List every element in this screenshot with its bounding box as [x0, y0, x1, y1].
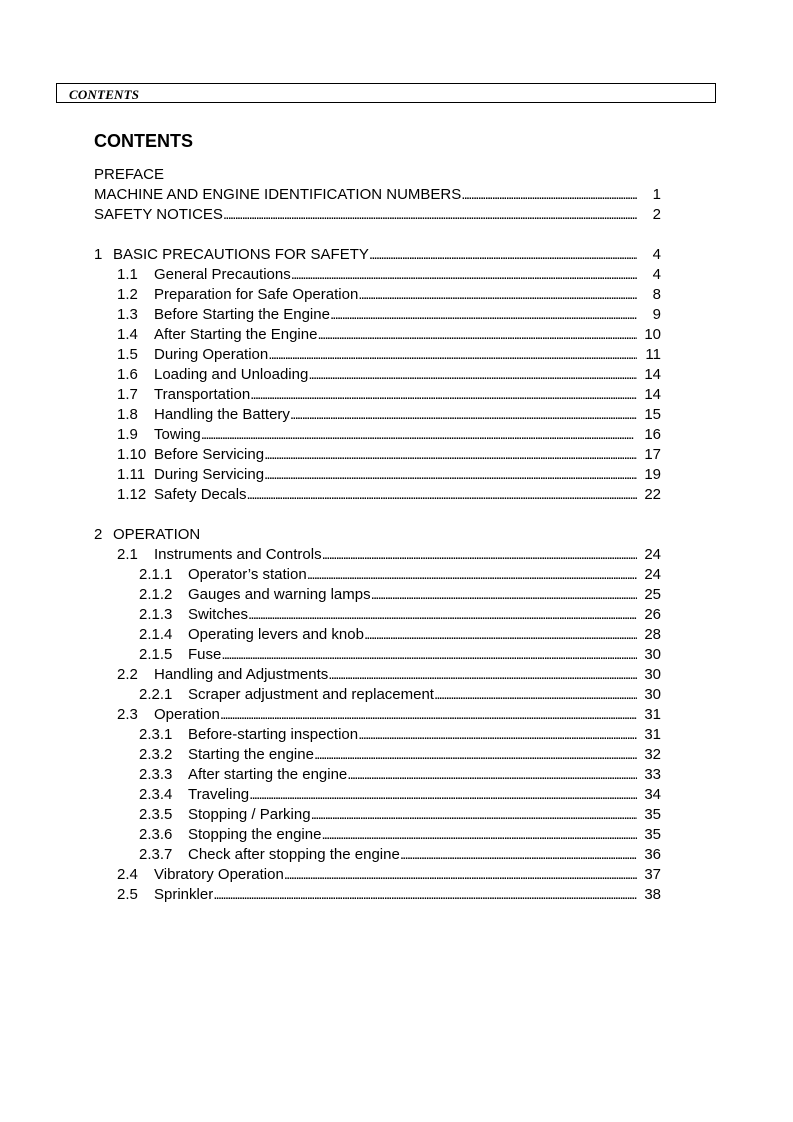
toc-entry-page: 8	[652, 286, 661, 303]
toc-dot-leader	[347, 765, 637, 785]
toc-entry-number: 2.3	[117, 706, 138, 723]
toc-dot-leader	[308, 365, 637, 385]
toc-entry-number: 1	[94, 246, 103, 263]
toc-entry-number: 1.6	[117, 366, 138, 383]
toc-dot-leader	[358, 285, 637, 305]
toc-entry[interactable]	[139, 745, 661, 765]
toc-entry-page: 30	[644, 646, 661, 663]
toc-dot-leader	[223, 205, 637, 225]
toc-entry-title: BASIC PRECAUTIONS FOR SAFETY	[113, 246, 369, 263]
toc-entry[interactable]	[139, 685, 661, 705]
toc-entry[interactable]	[139, 785, 661, 805]
toc-entry-title: Switches	[188, 606, 249, 623]
toc-entry-page: 38	[644, 886, 661, 903]
toc-entry-page: 9	[652, 306, 661, 323]
toc-entry[interactable]	[139, 765, 661, 785]
toc-entry-number: 1.9	[117, 426, 138, 443]
toc-entry-number: 2.1.5	[139, 646, 173, 663]
toc-entry-title: Safety Decals	[154, 486, 247, 503]
toc-entry-page: 32	[644, 746, 661, 763]
toc-entry-number: 2.3.3	[139, 766, 173, 783]
toc-entry-page: 25	[644, 586, 661, 603]
toc-entry[interactable]	[139, 725, 661, 745]
toc-entry-number: 2.3.4	[139, 786, 173, 803]
toc-entry[interactable]	[117, 345, 661, 365]
toc-entry-page: 11	[645, 346, 661, 363]
toc-entry-page: 30	[644, 686, 661, 703]
toc-dot-leader	[369, 245, 637, 265]
toc-entry-title: Fuse	[188, 646, 222, 663]
toc-entry-title: Check after stopping the engine	[188, 846, 400, 863]
toc-entry-title: After Starting the Engine	[154, 326, 318, 343]
toc-dot-leader	[291, 265, 637, 285]
toc-dot-leader	[201, 425, 637, 445]
toc-entry[interactable]	[117, 485, 661, 505]
toc-entry-page: 1	[652, 186, 661, 203]
toc-entry-title: During Operation	[154, 346, 269, 363]
toc-entry-page: 31	[644, 726, 661, 743]
toc-entry[interactable]	[117, 865, 661, 885]
toc-dot-leader	[434, 685, 637, 705]
toc-entry-title: Operating levers and knob	[188, 626, 364, 643]
toc-entry[interactable]	[117, 285, 661, 305]
toc-dot-leader	[290, 405, 637, 425]
toc-dot-leader	[213, 885, 637, 905]
toc-entry-page: 22	[644, 486, 661, 503]
toc-dot-leader	[250, 385, 637, 405]
toc-entry-number: 2.1	[117, 546, 138, 563]
toc-entry-number: 2.1.3	[139, 606, 173, 623]
toc-entry-number: 2.2.1	[139, 686, 173, 703]
toc-entry-title: Transportation	[154, 386, 251, 403]
toc-entry-page: 37	[644, 866, 661, 883]
toc-dot-leader	[248, 605, 637, 625]
toc-entry-title: OPERATION	[113, 526, 201, 543]
toc-entry-page: 28	[644, 626, 661, 643]
toc-entry-page: 34	[644, 786, 661, 803]
toc-entry-number: 2.4	[117, 866, 138, 883]
page-title: CONTENTS	[94, 131, 193, 151]
toc-entry-title: After starting the engine	[188, 766, 348, 783]
toc-entry[interactable]	[94, 165, 661, 185]
toc-entry-title: Scraper adjustment and replacement	[188, 686, 434, 703]
toc-entry-number: 2.1.1	[139, 566, 173, 583]
toc-entry-page: 24	[644, 566, 661, 583]
toc-dot-leader	[307, 565, 637, 585]
toc-entry-page: 10	[644, 326, 661, 343]
toc-entry[interactable]	[117, 445, 661, 465]
toc-entry-number: 2	[94, 526, 103, 543]
toc-entry[interactable]	[139, 565, 661, 585]
toc-entry-page: 35	[644, 806, 661, 823]
toc-dot-leader	[268, 345, 637, 365]
toc-entry-page: 2	[652, 206, 661, 223]
toc-entry[interactable]	[117, 885, 661, 905]
toc-entry[interactable]	[94, 185, 661, 205]
toc-entry-title: Starting the engine	[188, 746, 314, 763]
toc-dot-leader	[264, 445, 637, 465]
toc-entry-page: 17	[644, 446, 661, 463]
toc-entry[interactable]	[139, 585, 661, 605]
toc-entry[interactable]	[117, 465, 661, 485]
toc-entry-title: Instruments and Controls	[154, 546, 322, 563]
toc-entry-number: 1.1	[117, 266, 138, 283]
toc-entry-title: Stopping / Parking	[188, 806, 311, 823]
toc-entry-number: 1.2	[117, 286, 138, 303]
toc-entry[interactable]	[139, 625, 661, 645]
toc-entry-page: 30	[644, 666, 661, 683]
toc-entry[interactable]	[94, 205, 661, 225]
toc-entry-number: 2.1.4	[139, 626, 173, 643]
toc-entry[interactable]	[117, 705, 661, 725]
toc-entry-number: 1.4	[117, 326, 138, 343]
toc-dot-leader	[311, 805, 637, 825]
toc-entry-title: Traveling	[188, 786, 250, 803]
toc-entry-title: Stopping the engine	[188, 826, 322, 843]
toc-entry[interactable]	[117, 385, 661, 405]
toc-entry[interactable]	[139, 805, 661, 825]
toc-entry-page: 36	[644, 846, 661, 863]
toc-entry-title: Preparation for Safe Operation	[154, 286, 359, 303]
toc-dot-leader	[247, 485, 637, 505]
toc-entry-number: 1.10	[117, 446, 147, 463]
toc-dot-leader	[461, 185, 637, 205]
toc-entry[interactable]	[139, 825, 661, 845]
toc-dot-leader	[314, 745, 637, 765]
toc-entry-page: 19	[644, 466, 661, 483]
toc-entry-title: Gauges and warning lamps	[188, 586, 371, 603]
toc-entry-title: During Servicing	[154, 466, 265, 483]
toc-dot-leader	[220, 705, 637, 725]
toc-entry[interactable]	[117, 365, 661, 385]
toc-entry[interactable]	[139, 605, 661, 625]
toc-entry-title: SAFETY NOTICES	[94, 206, 223, 223]
toc-dot-leader	[321, 825, 637, 845]
toc-entry-number: 2.1.2	[139, 586, 173, 603]
toc-entry[interactable]	[117, 545, 661, 565]
toc-entry-number: 2.3.2	[139, 746, 173, 763]
toc-dot-leader	[328, 665, 637, 685]
toc-entry-number: 2.3.7	[139, 846, 173, 863]
toc-entry-number: 1.7	[117, 386, 138, 403]
toc-entry-page: 16	[644, 426, 661, 443]
toc-entry-title: Towing	[154, 426, 201, 443]
toc-entry-number: 1.8	[117, 406, 138, 423]
toc-entry[interactable]	[117, 405, 661, 425]
toc-dot-leader	[364, 625, 637, 645]
toc-entry-number: 2.3.5	[139, 806, 173, 823]
toc-entry-page: 24	[644, 546, 661, 563]
toc-entry-page: 26	[644, 606, 661, 623]
toc-entry[interactable]	[117, 425, 661, 445]
toc-entry[interactable]	[117, 665, 661, 685]
toc-entry-page: 33	[644, 766, 661, 783]
toc-dot-leader	[371, 585, 637, 605]
toc-entry-title: Operation	[154, 706, 220, 723]
toc-entry-title: MACHINE AND ENGINE IDENTIFICATION NUMBERS	[94, 186, 462, 203]
toc-entry-page: 14	[644, 366, 661, 383]
toc-dot-leader	[358, 725, 637, 745]
toc-entry-page: 15	[644, 406, 661, 423]
toc-entry-page: 4	[652, 246, 661, 263]
toc-dot-leader	[330, 305, 637, 325]
running-header	[56, 83, 716, 103]
toc-entry-title: Handling and Adjustments	[154, 666, 329, 683]
running-header-label: CONTENTS	[69, 87, 140, 102]
toc-entry[interactable]	[139, 845, 661, 865]
toc-entry-page: 35	[644, 826, 661, 843]
toc-entry-title: Before-starting inspection	[188, 726, 359, 743]
toc-dot-leader	[317, 325, 637, 345]
toc-entry[interactable]	[94, 525, 661, 545]
toc-entry-number: 2.3.1	[139, 726, 173, 743]
toc-entry-title: Before Servicing	[154, 446, 265, 463]
toc-entry-title: Sprinkler	[154, 886, 214, 903]
toc-entry-number: 2.3.6	[139, 826, 173, 843]
toc-entry-title: Handling the Battery	[154, 406, 290, 423]
toc-entry-number: 2.5	[117, 886, 138, 903]
toc-entry[interactable]	[139, 645, 661, 665]
toc-entry[interactable]	[117, 325, 661, 345]
toc-entry-page: 31	[644, 706, 661, 723]
toc-dot-leader	[221, 645, 637, 665]
toc-entry-page: 4	[652, 266, 661, 283]
toc-entry-number: 1.11	[117, 466, 146, 483]
toc-dot-leader	[264, 465, 637, 485]
toc-entry[interactable]	[117, 305, 661, 325]
toc-entry[interactable]	[94, 245, 661, 265]
toc-dot-leader	[322, 545, 637, 565]
toc-entry-number: 1.12	[117, 486, 147, 503]
toc-entry[interactable]	[117, 265, 661, 285]
toc-entry-title: Before Starting the Engine	[154, 306, 330, 323]
toc-entry-title: PREFACE	[94, 166, 165, 183]
toc-entry-title: Loading and Unloading	[154, 366, 309, 383]
toc-entry-number: 1.5	[117, 346, 138, 363]
toc-dot-leader	[400, 845, 637, 865]
toc-entry-title: General Precautions	[154, 266, 291, 283]
toc-entry-title: Operator’s station	[188, 566, 307, 583]
toc-entry-number: 2.2	[117, 666, 138, 683]
toc-entry-number: 1.3	[117, 306, 138, 323]
toc-entry-page: 14	[644, 386, 661, 403]
toc-dot-leader	[249, 785, 637, 805]
toc-entry-title: Vibratory Operation	[154, 866, 284, 883]
toc-dot-leader	[284, 865, 637, 885]
